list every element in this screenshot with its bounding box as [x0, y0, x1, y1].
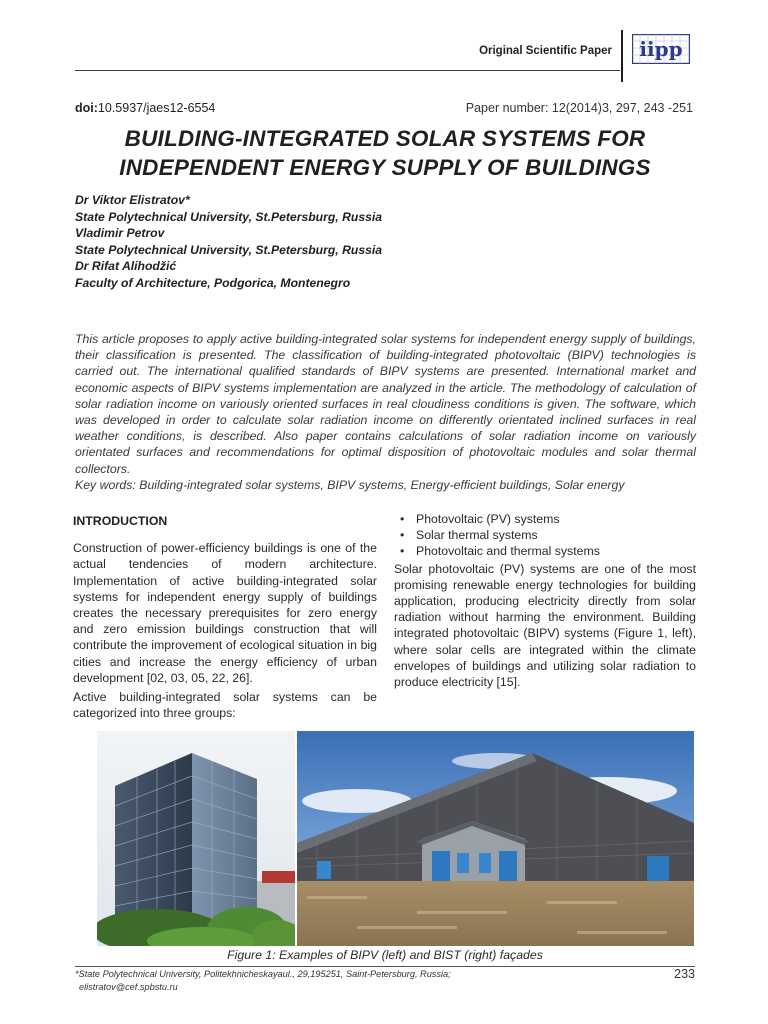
iipp-logo: [632, 34, 690, 64]
author-name: Vladimir Petrov: [75, 226, 165, 241]
footnote: [75, 968, 451, 993]
section-heading: INTRODUCTION: [73, 514, 168, 528]
footnote-address: *State Polytechnical University, Politekhnicheskayaul., 29,195251, Saint-Petersburg, Russia;: [75, 969, 451, 979]
title-line: INDEPENDENT ENERGY SUPPLY OF BUILDINGS: [119, 155, 651, 180]
figure-caption: Figure 1: Examples of BIPV (left) and BIST (right) façades: [227, 948, 543, 962]
paper-title: [75, 124, 695, 182]
paper-number: Paper number: 12(2014)3, 297, 243 -251: [465, 101, 693, 115]
bipv-building-photo: [97, 731, 295, 946]
paper-type-label: Original Scientific Paper: [479, 45, 612, 57]
paragraph: Active building-integrated solar systems can be categorized into three groups:: [73, 690, 377, 721]
list-item: • Photovoltaic (PV) systems: [394, 511, 696, 527]
page-number: 233: [674, 967, 695, 981]
header-divider: [621, 30, 623, 82]
author-name: Dr Rifat Alihodžić: [75, 259, 177, 274]
paragraph: Solar photovoltaic (PV) systems are one of the most promising renewable energy technologies for building application, producing electricity directly from solar radiation without harming the environment. Building integrated photovoltaic (BIPV) systems (Figure 1, left), where solar cells are integrated within the climate envelopes of buildings and utilizing solar radiation to produce electricity [15].: [394, 561, 696, 690]
footnote-email[interactable]: elistratov@cef.spbstu.ru: [79, 981, 178, 992]
doi-value[interactable]: 10.5937/jaes12-6554: [97, 101, 216, 115]
footnote-rule: [75, 966, 695, 967]
author-block: [75, 192, 382, 292]
title-line: BUILDING-INTEGRATED SOLAR SYSTEMS FOR: [124, 126, 646, 151]
author-affiliation: State Polytechnical University, St.Petersburg, Russia: [75, 242, 383, 257]
author-affiliation: State Polytechnical University, St.Petersburg, Russia: [75, 209, 383, 224]
logo-text: iipp: [639, 37, 683, 61]
bullet-list: [394, 511, 696, 560]
doi-label: doi:: [75, 101, 98, 115]
header-rule: [75, 70, 620, 71]
bist-building-photo: [297, 731, 694, 946]
list-item: • Photovoltaic and thermal systems: [394, 543, 696, 559]
paragraph: Construction of power-efficiency buildings is one of the actual tendencies of modern architecture. Implementation of active building-integrated solar systems for independent energy supply of buildings creates the necessary prerequisites for zero energy and zero emission buildings construction that will contribute the improvement of ecological situation in big cities and increase the energy efficiency of urban development [02, 03, 05, 22, 26].: [73, 541, 377, 685]
doi: [75, 101, 215, 115]
author-affiliation: Faculty of Architecture, Podgorica, Montenegro: [75, 275, 351, 290]
left-column: [73, 513, 377, 724]
right-column: [394, 511, 696, 690]
author-name: Dr Viktor Elistratov*: [75, 193, 190, 207]
list-item: • Solar thermal systems: [394, 527, 696, 543]
keywords: Key words: Building-integrated solar systems, BIPV systems, Energy-efficient buildings, Solar energy: [75, 478, 625, 492]
abstract: This article proposes to apply active building-integrated solar systems for independent energy supply of buildings, their classification is presented. The classification of building-integrated photovoltaic (BIPV) technologies is carried out. The international qualified standards of BIPV systems are presented. International market and economic aspects of BIPV systems implementation are analyzed in the article. The methodology of calculation of solar radiation income on variously oriented surfaces in real cloudiness conditions is given. The software, which was developed in order to calculate solar radiation income on differently orientated inclined surfaces in real weather conditions, is described. Also paper contains calculations of solar radiation income on variously orientated surfaces and recommendations for optimal disposition of photovoltaic modules and solar thermal collectors.: [75, 332, 696, 476]
